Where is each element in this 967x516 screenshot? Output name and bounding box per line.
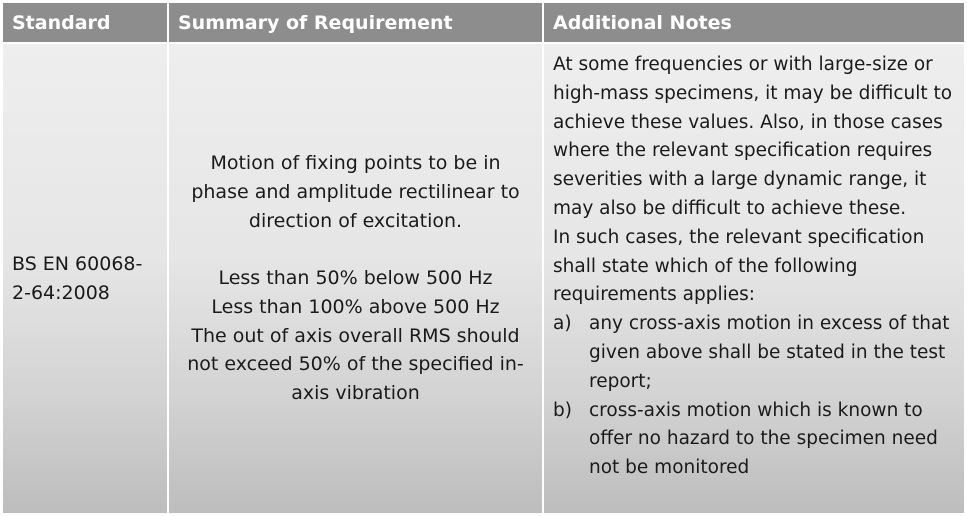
list-item-text: any cross-axis motion in excess of that given above shall be stated in the test report; (589, 313, 950, 392)
summary-line: Less than 100% above 500 Hz (211, 295, 500, 318)
header-notes: Additional Notes (543, 3, 964, 43)
notes-paragraph: At some frequencies or with large-size or high-mass specimens, it may be difficult to achieve these values. Also, in those cases where the relevant specification requires severities with a large dynamic range, it may also be difficult to achieve these. (553, 54, 953, 219)
summary-line: Less than 50% below 500 Hz (218, 267, 493, 290)
standard-cell: BS EN 60068-2-64:2008 (3, 43, 168, 513)
list-marker: a) (553, 313, 572, 335)
notes-cell (543, 43, 964, 513)
list-item (553, 310, 955, 396)
list-item-text: cross-axis motion which is known to offer no hazard to the specimen need not be monitored (589, 399, 938, 479)
header-summary: Summary of Requirement (168, 3, 543, 43)
notes-list (553, 310, 955, 483)
requirements-table (3, 3, 964, 513)
table-header-row (3, 3, 964, 43)
summary-line: Motion of fixing points to be in phase and amplitude rectilinear to direction of excitation. (191, 151, 520, 232)
list-item (553, 397, 955, 483)
notes-paragraph: In such cases, the relevant specification shall state which of the following requirements applies: (553, 226, 925, 306)
summary-cell (168, 43, 543, 513)
summary-spacer (181, 235, 530, 264)
table-row (3, 43, 964, 513)
summary-line: The out of axis overall RMS should not exceed 50% of the specified in-axis vibration (187, 324, 524, 405)
requirements-table-container (3, 3, 964, 513)
list-marker: b) (553, 399, 572, 421)
header-standard: Standard (3, 3, 168, 43)
